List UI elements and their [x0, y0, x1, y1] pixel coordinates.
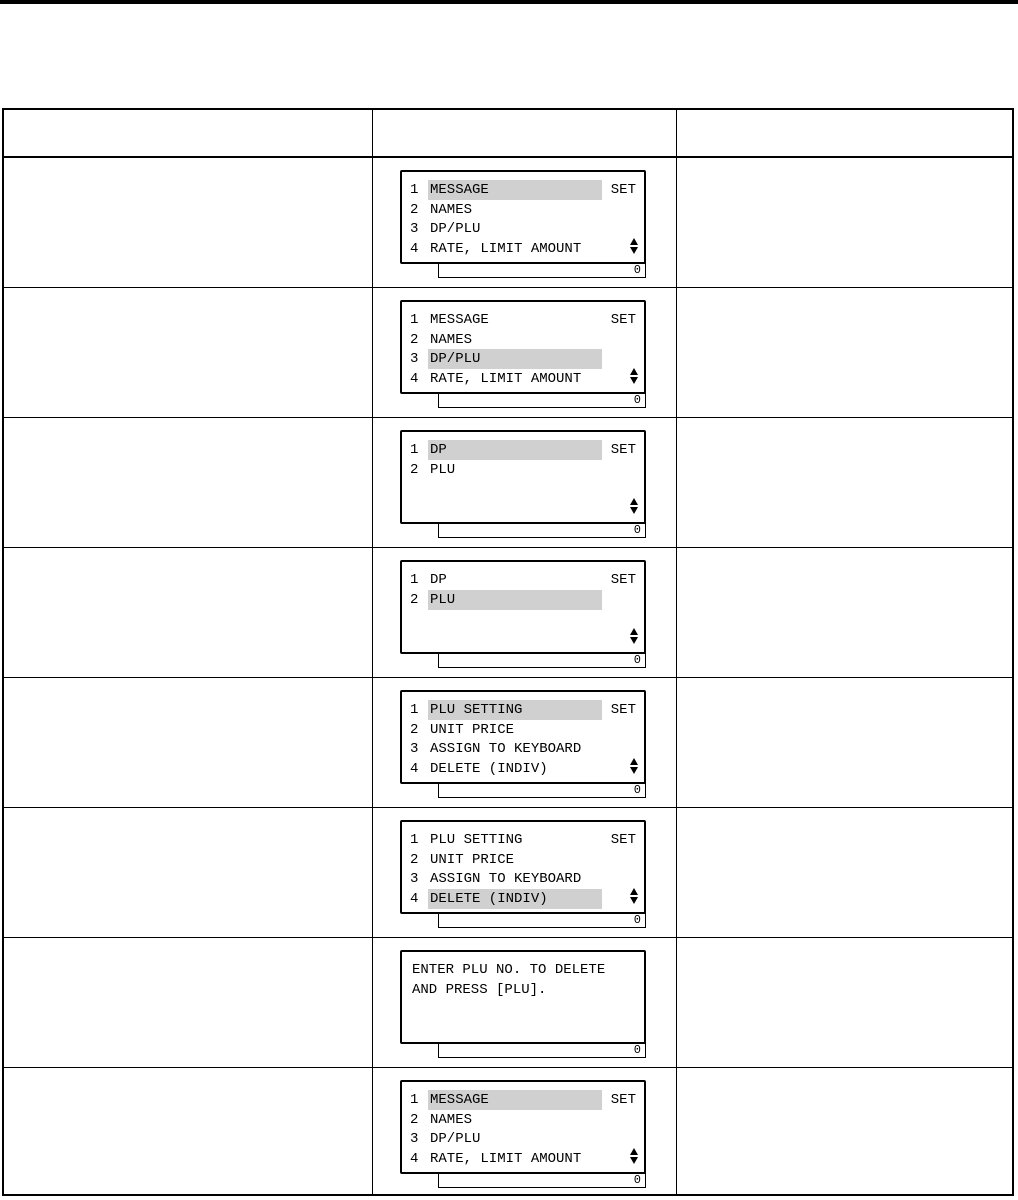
lcd-item-label-highlighted: PLU: [428, 590, 602, 610]
table-row: [4, 938, 1012, 1068]
lcd-item-label: RATE, LIMIT AMOUNT: [430, 240, 582, 257]
table-row: [4, 678, 1012, 808]
lcd-menu-line: [410, 310, 491, 330]
lcd-item-label: NAMES: [430, 331, 473, 348]
lcd-display: [400, 820, 646, 914]
lcd-item-number: 3: [410, 221, 419, 237]
lcd-item-number: 2: [410, 331, 419, 348]
scroll-updown-icon: [630, 888, 638, 904]
remarks-cell: [677, 678, 1012, 807]
lcd-item-number: 3: [410, 871, 419, 887]
operation-cell: [4, 418, 372, 547]
lcd-item-label: ASSIGN TO KEYBOARD: [430, 741, 582, 757]
table-header-row: [4, 110, 1012, 158]
lcd-status-bar: 0: [438, 912, 646, 928]
lcd-set-label: SET: [610, 312, 636, 328]
lcd-menu-line: [410, 460, 457, 480]
lcd-menu-line: [410, 720, 516, 740]
operation-cell: [4, 158, 372, 287]
table-row: [4, 418, 1012, 548]
lcd-status-bar: 0: [438, 262, 646, 278]
lcd-item-label: DP/PLU: [430, 1131, 481, 1147]
lcd-menu-line: [410, 349, 602, 369]
scroll-updown-icon: [630, 628, 638, 644]
lcd-item-number: 3: [410, 1131, 419, 1147]
scroll-updown-icon: [630, 238, 638, 254]
lcd-item-label: DELETE (INDIV): [430, 760, 548, 777]
table-row: [4, 548, 1012, 678]
header-operation: [4, 110, 372, 156]
lcd-item-label-highlighted: MESSAGE: [428, 180, 602, 200]
scroll-updown-icon: [630, 368, 638, 384]
lcd-item-number: 1: [410, 832, 419, 848]
lcd-item-number: 3: [410, 351, 419, 367]
lcd-display: [400, 1080, 646, 1174]
operation-cell: [4, 808, 372, 937]
lcd-menu-line: [410, 180, 602, 200]
procedure-table: [2, 108, 1014, 1196]
lcd-item-number: 1: [410, 702, 419, 718]
lcd-menu-line: [410, 590, 602, 610]
lcd-item-number: 4: [410, 890, 419, 907]
lcd-menu-line: [410, 330, 474, 350]
lcd-item-label: UNIT PRICE: [430, 851, 515, 868]
lcd-item-label: NAMES: [430, 1111, 473, 1128]
lcd-item-label: PLU: [430, 461, 456, 478]
lcd-menu-line: [410, 239, 583, 259]
lcd-menu-line: [410, 850, 516, 870]
lcd-item-number: 1: [410, 1092, 419, 1108]
lcd-menu-line: [410, 1110, 474, 1130]
lcd-status-bar: 0: [438, 392, 646, 408]
operation-cell: [4, 548, 372, 677]
lcd-menu-line: [410, 200, 474, 220]
operation-cell: [4, 678, 372, 807]
lcd-item-label: PLU SETTING: [430, 832, 523, 848]
lcd-item-number: 2: [410, 851, 419, 868]
lcd-item-label: NAMES: [430, 201, 473, 218]
lcd-item-number: 3: [410, 741, 419, 757]
remarks-cell: [677, 288, 1012, 417]
lcd-menu-line: [410, 369, 583, 389]
lcd-item-label: RATE, LIMIT AMOUNT: [430, 1150, 582, 1167]
remarks-cell: [677, 808, 1012, 937]
remarks-cell: [677, 1068, 1012, 1198]
remarks-cell: [677, 548, 1012, 677]
scroll-updown-icon: [630, 1148, 638, 1164]
operation-cell: [4, 1068, 372, 1198]
lcd-status-bar: 0: [438, 652, 646, 668]
lcd-item-number: 2: [410, 461, 419, 478]
remarks-cell: [677, 418, 1012, 547]
lcd-item-label-highlighted: PLU SETTING: [428, 700, 602, 720]
lcd-menu-line: [410, 759, 550, 779]
lcd-display: [400, 560, 646, 654]
operation-cell: [4, 938, 372, 1067]
lcd-menu-line: [410, 889, 602, 909]
lcd-display: [400, 950, 646, 1044]
lcd-item-number: 2: [410, 721, 419, 738]
top-rule: [0, 0, 1018, 4]
lcd-item-label: UNIT PRICE: [430, 721, 515, 738]
lcd-item-label: RATE, LIMIT AMOUNT: [430, 370, 582, 387]
lcd-menu-line: [410, 570, 449, 590]
lcd-item-number: 4: [410, 1150, 419, 1167]
lcd-menu-line: [410, 440, 602, 460]
lcd-item-number: 4: [410, 370, 419, 387]
remarks-cell: [677, 938, 1012, 1067]
lcd-menu-line: [410, 219, 482, 239]
lcd-status-bar: 0: [438, 782, 646, 798]
lcd-set-label: SET: [610, 1092, 636, 1108]
lcd-item-label: ASSIGN TO KEYBOARD: [430, 871, 582, 887]
operation-cell: [4, 288, 372, 417]
lcd-item-label: MESSAGE: [430, 312, 489, 328]
lcd-item-number: 2: [410, 591, 419, 608]
lcd-status-bar: 0: [438, 1042, 646, 1058]
lcd-set-label: SET: [610, 832, 636, 848]
lcd-item-label-highlighted: DP/PLU: [428, 349, 602, 369]
lcd-item-label: AND PRESS [PLU].: [412, 981, 547, 998]
header-remarks: [677, 110, 1012, 156]
lcd-item-label: DP/PLU: [430, 221, 481, 237]
lcd-menu-line: [410, 1090, 602, 1110]
lcd-menu-line: [410, 700, 602, 720]
lcd-set-label: SET: [610, 182, 636, 198]
lcd-item-number: 1: [410, 182, 419, 198]
lcd-set-label: SET: [610, 702, 636, 718]
lcd-display: [400, 690, 646, 784]
lcd-item-number: 1: [410, 312, 419, 328]
lcd-menu-line: [410, 960, 607, 980]
lcd-item-number: 2: [410, 201, 419, 218]
lcd-menu-line: [410, 980, 548, 1000]
lcd-item-number: 4: [410, 240, 419, 257]
lcd-item-number: 4: [410, 760, 419, 777]
lcd-menu-line: [410, 1149, 583, 1169]
lcd-display: [400, 170, 646, 264]
remarks-cell: [677, 158, 1012, 287]
lcd-item-label: ENTER PLU NO. TO DELETE: [412, 962, 606, 978]
lcd-item-label-highlighted: DELETE (INDIV): [428, 889, 602, 909]
table-row: [4, 288, 1012, 418]
table-row: [4, 1068, 1012, 1198]
lcd-menu-line: [410, 869, 583, 889]
lcd-menu-line: [410, 739, 583, 759]
table-row: [4, 158, 1012, 288]
lcd-item-number: 2: [410, 1111, 419, 1128]
scroll-updown-icon: [630, 758, 638, 774]
lcd-item-number: 1: [410, 572, 419, 588]
lcd-item-label-highlighted: DP: [428, 440, 602, 460]
header-display: [373, 110, 676, 156]
lcd-item-label-highlighted: MESSAGE: [428, 1090, 602, 1110]
lcd-set-label: SET: [610, 572, 636, 588]
lcd-item-number: 1: [410, 442, 419, 458]
lcd-status-bar: 0: [438, 522, 646, 538]
lcd-menu-line: [410, 1129, 482, 1149]
lcd-menu-line: [410, 830, 524, 850]
lcd-display: [400, 430, 646, 524]
scroll-updown-icon: [630, 498, 638, 514]
lcd-item-label: DP: [430, 572, 447, 588]
lcd-display: [400, 300, 646, 394]
lcd-status-bar: 0: [438, 1172, 646, 1188]
table-row: [4, 808, 1012, 938]
lcd-set-label: SET: [610, 442, 636, 458]
